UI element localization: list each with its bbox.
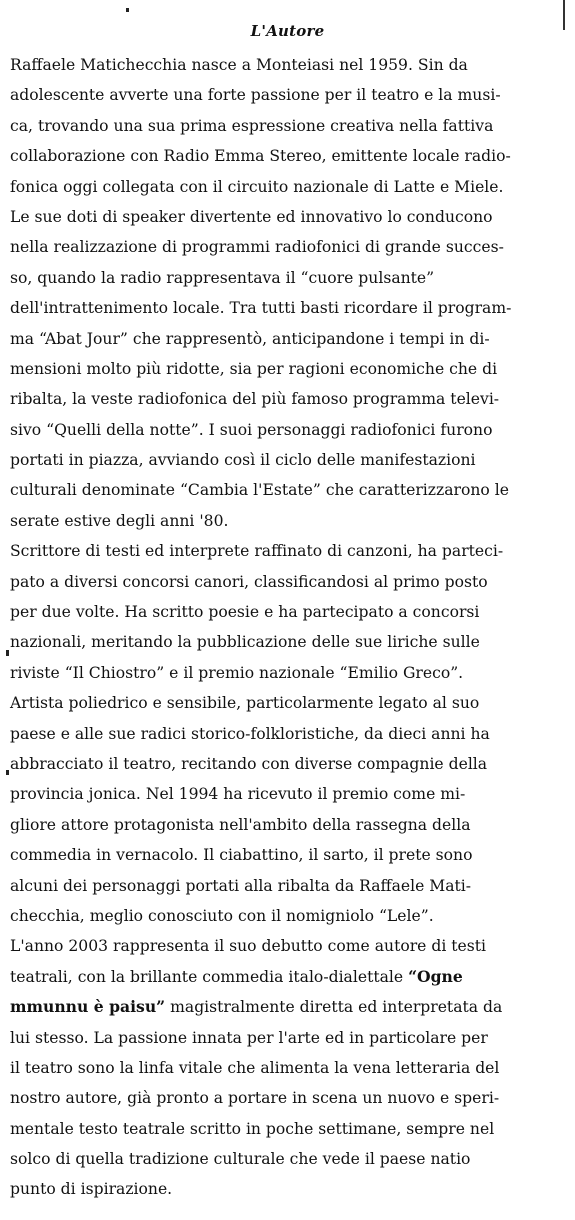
text-line: ribalta, la veste radiofonica del più famoso programma televi- bbox=[10, 390, 500, 409]
text-run: magistralmente diretta ed interpretata da bbox=[165, 998, 503, 1017]
text-line: checchia, meglio conosciuto con il nomigniolo “Lele”. bbox=[10, 906, 434, 925]
text-line bbox=[10, 992, 570, 1022]
text-line: gliore attore protagonista nell'ambito della rassegna della bbox=[10, 815, 471, 834]
text-line: per due volte. Ha scritto poesie e ha partecipato a concorsi bbox=[10, 603, 480, 622]
text-line: paese e alle sue radici storico-folkloristiche, da dieci anni ha bbox=[10, 724, 490, 743]
scan-speck bbox=[6, 770, 9, 775]
text-line: commedia in vernacolo. Il ciabattino, il sarto, il prete sono bbox=[10, 846, 473, 865]
text-line: ca, trovando una sua prima espressione creativa nella fattiva bbox=[10, 116, 494, 135]
text-line: Le sue doti di speaker divertente ed innovativo lo conducono bbox=[10, 207, 493, 226]
text-line: alcuni dei personaggi portati alla ribalta da Raffaele Mati- bbox=[10, 876, 472, 895]
text-line: L'anno 2003 rappresenta il suo debutto come autore di testi bbox=[10, 937, 487, 956]
text-line: sivo “Quelli della notte”. I suoi personaggi radiofonici furono bbox=[10, 420, 493, 439]
text-line: nella realizzazione di programmi radiofonici di grande succes- bbox=[10, 238, 504, 257]
text-line: pato a diversi concorsi canori, classificandosi al primo posto bbox=[10, 572, 488, 591]
text-line: nazionali, meritando la pubblicazione delle sue liriche sulle bbox=[10, 633, 480, 652]
text-line: il teatro sono la linfa vitale che alimenta la vena letteraria del bbox=[10, 1058, 500, 1077]
text-line: mensioni molto più ridotte, sia per ragioni economiche che di bbox=[10, 359, 498, 378]
text-line: collaborazione con Radio Emma Stereo, emittente locale radio- bbox=[10, 147, 511, 166]
text-line: Scrittore di testi ed interprete raffinato di canzoni, ha parteci- bbox=[10, 542, 504, 561]
play-title-end: mmunnu è paisu” bbox=[10, 997, 166, 1017]
text-line: Raffaele Matichecchia nasce a Monteiasi nel 1959. Sin da bbox=[10, 56, 468, 74]
text-line: dell'intrattenimento locale. Tra tutti basti ricordare il program- bbox=[10, 299, 512, 318]
text-line: serate estive degli anni '80. bbox=[10, 511, 229, 530]
document-title: L'Autore bbox=[250, 22, 325, 40]
text-line: lui stesso. La passione innata per l'arte ed in particolare per bbox=[10, 1028, 488, 1047]
text-line bbox=[10, 962, 570, 992]
text-line: nostro autore, già pronto a portare in scena un nuovo e speri- bbox=[10, 1089, 500, 1108]
play-title-start: “Ogne bbox=[408, 966, 463, 986]
text-line: Artista poliedrico e sensibile, particolarmente legato al suo bbox=[10, 694, 480, 713]
text-line: abbracciato il teatro, recitando con diverse compagnie della bbox=[10, 754, 488, 773]
text-line: fonica oggi collegata con il circuito nazionale di Latte e Miele. bbox=[10, 177, 504, 196]
text-line: riviste “Il Chiostro” e il premio nazionale “Emilio Greco”. bbox=[10, 663, 464, 682]
text-line: culturali denominate “Cambia l'Estate” che caratterizzarono le bbox=[10, 481, 509, 500]
text-line: mentale testo teatrale scritto in poche settimane, sempre nel bbox=[10, 1119, 495, 1138]
scan-speck bbox=[6, 650, 9, 656]
text-line: solco di quella tradizione culturale che vede il paese natio bbox=[10, 1150, 471, 1169]
text-line: ma “Abat Jour” che rappresentò, anticipandone i tempi in di- bbox=[10, 329, 490, 348]
scan-speck bbox=[126, 8, 129, 12]
text-line: so, quando la radio rappresentava il “cuore pulsante” bbox=[10, 268, 435, 287]
text-line: portati in piazza, avviando così il ciclo delle manifestazioni bbox=[10, 451, 476, 470]
text-line: provincia jonica. Nel 1994 ha ricevuto il premio come mi- bbox=[10, 785, 466, 804]
text-line: punto di ispirazione. bbox=[10, 1180, 173, 1199]
text-run: teatrali, con la brillante commedia italo-dialettale bbox=[10, 967, 409, 986]
text-line: adolescente avverte una forte passione per il teatro e la musi- bbox=[10, 86, 501, 105]
author-biography bbox=[10, 50, 570, 1205]
